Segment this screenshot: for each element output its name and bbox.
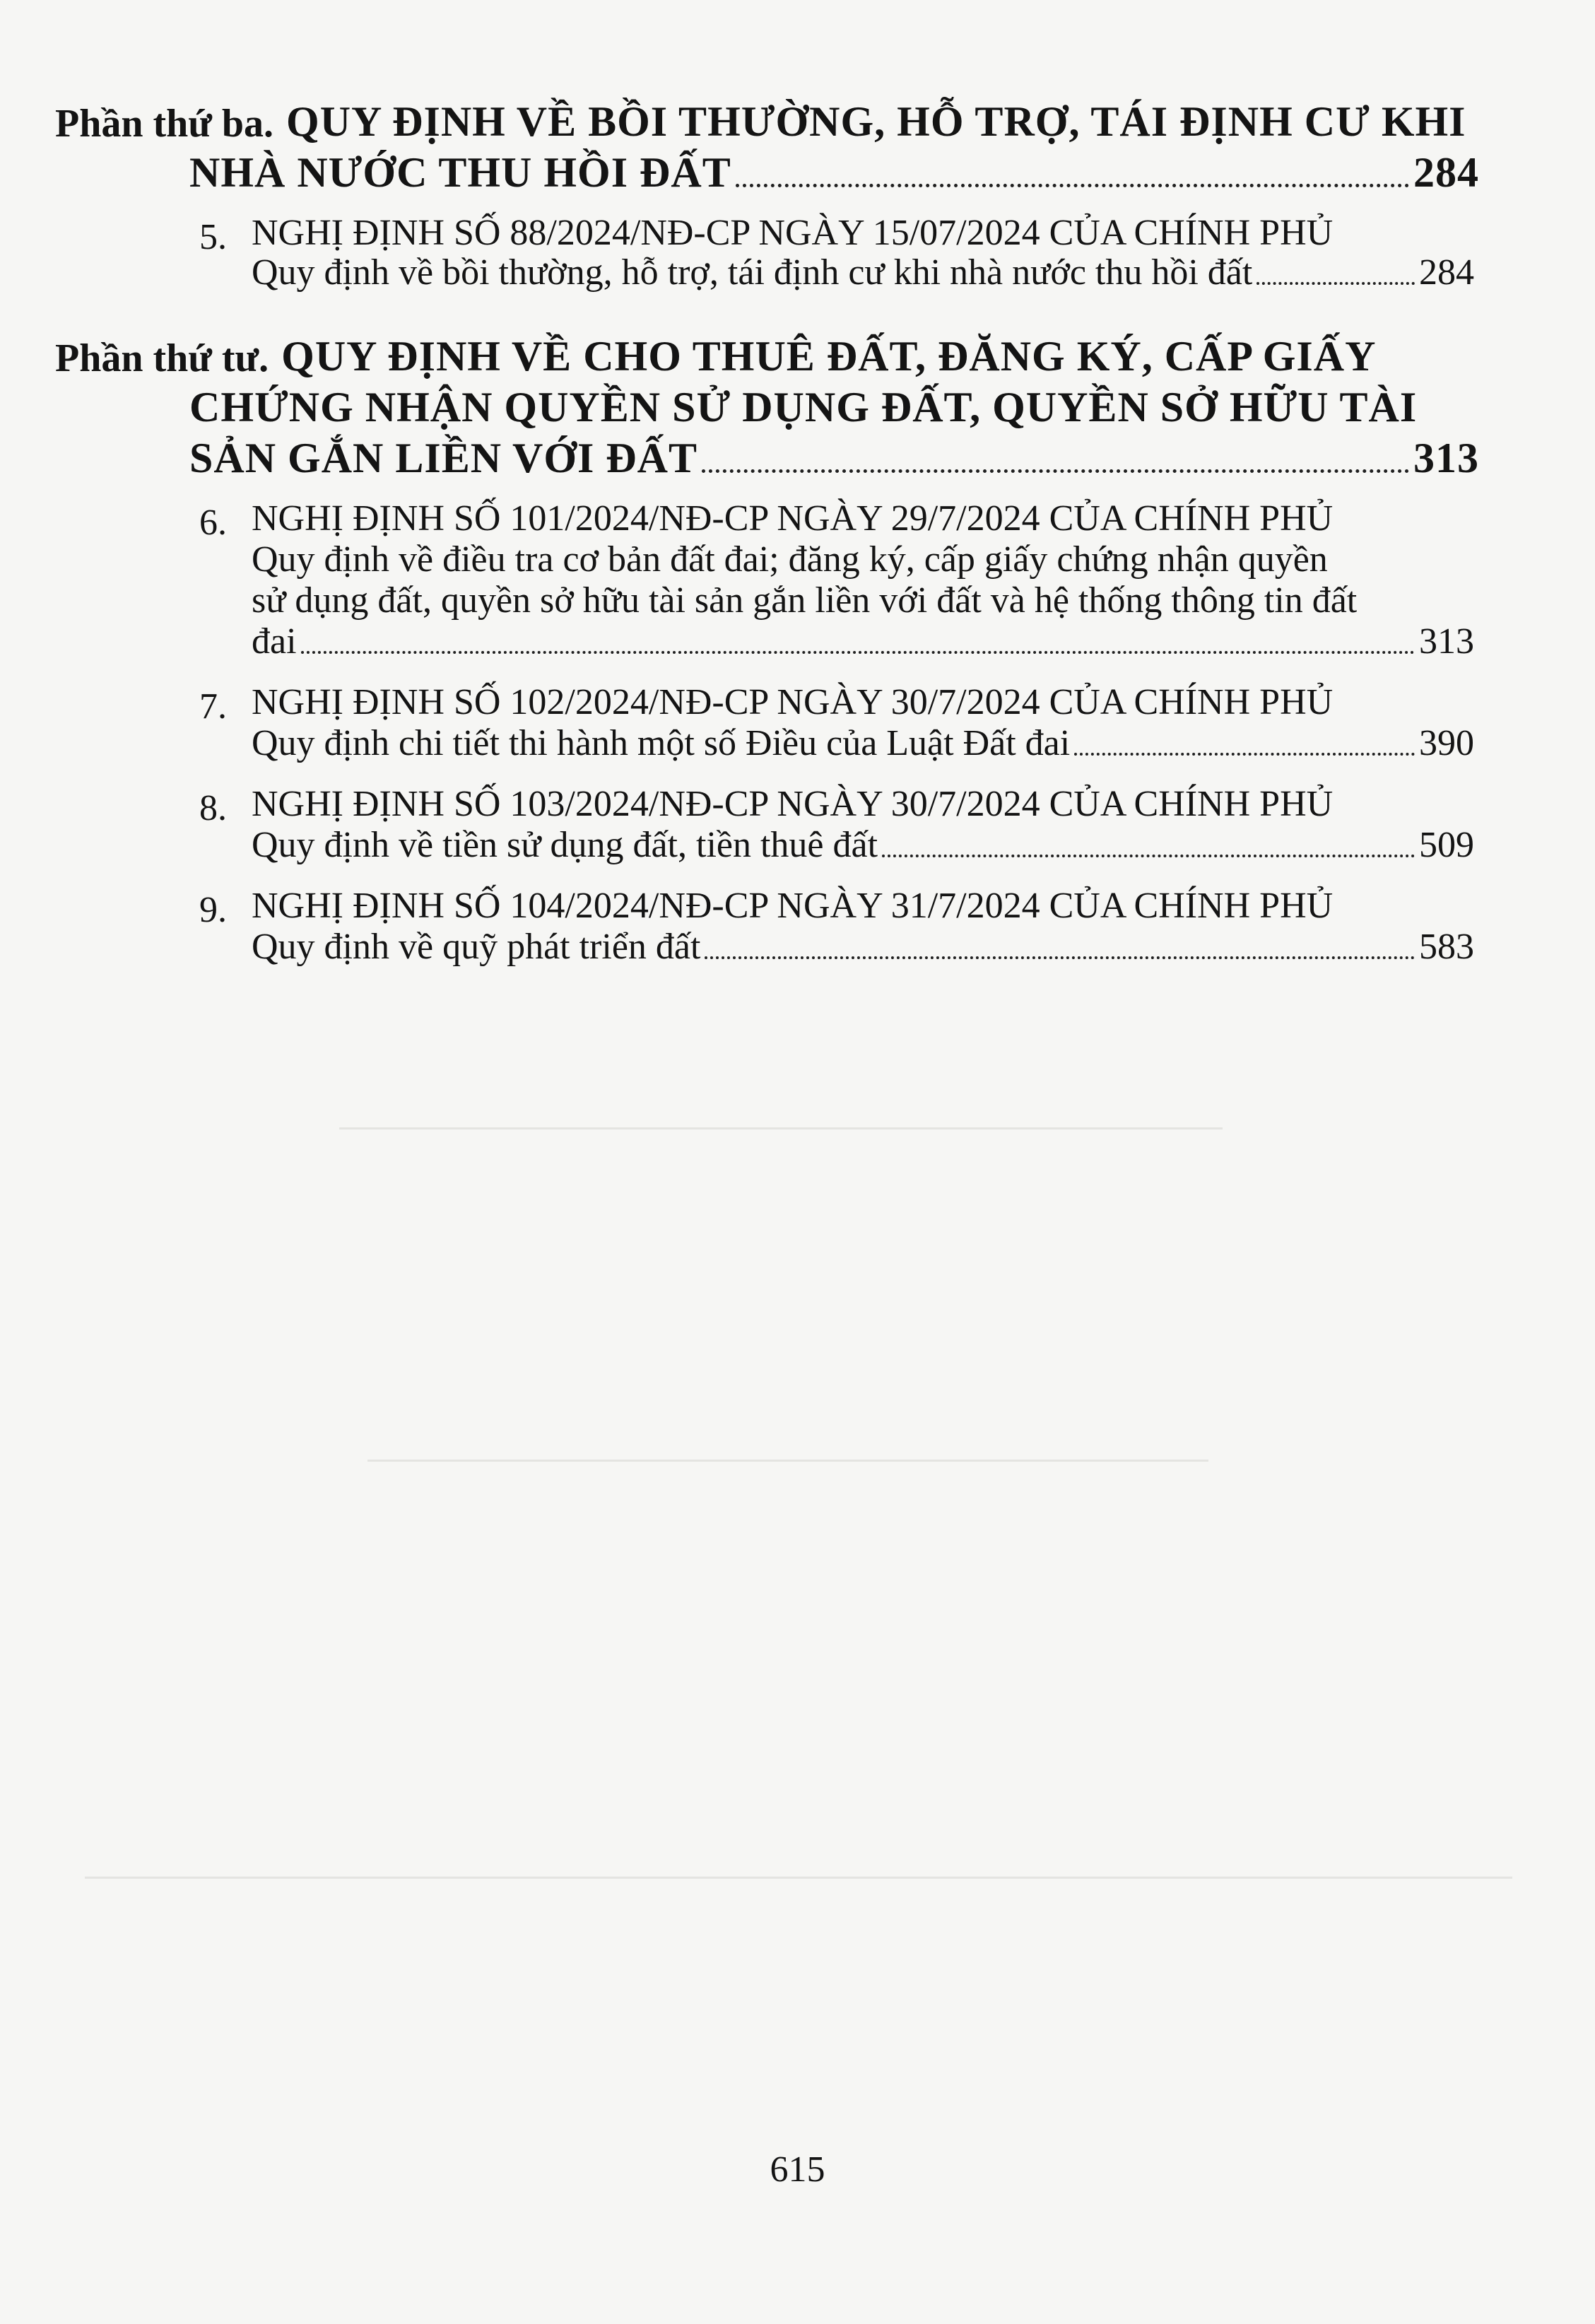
- item8-heading-text: NGHỊ ĐỊNH SỐ 103/2024/NĐ-CP NGÀY 30/7/2024 CỦA CHÍNH PHỦ: [252, 784, 1334, 824]
- item6-entry: [252, 621, 1474, 662]
- item5-number: 5.: [199, 217, 227, 257]
- item6-desc-line1: [252, 539, 1474, 580]
- part3-heading-line1: [55, 98, 1490, 146]
- bleed-through-rule: [85, 1877, 1512, 1879]
- item6-desc-line2: [252, 580, 1474, 621]
- item6-heading: [252, 498, 1467, 539]
- item6-desc-line3-text: đai: [252, 621, 297, 662]
- item8-number: 8.: [199, 788, 227, 828]
- part4-page: 313: [1413, 435, 1479, 481]
- item7-heading: [252, 681, 1467, 723]
- item7-entry: [252, 722, 1474, 764]
- item9-heading-text: NGHỊ ĐỊNH SỐ 104/2024/NĐ-CP NGÀY 31/7/2024 CỦA CHÍNH PHỦ: [252, 886, 1334, 926]
- item5-heading-text: NGHỊ ĐỊNH SỐ 88/2024/NĐ-CP NGÀY 15/07/2024 CỦA CHÍNH PHỦ: [252, 213, 1334, 253]
- part3-heading-line2: [189, 148, 1479, 197]
- part4-heading-line1: [55, 332, 1476, 381]
- page-number: 615: [770, 2149, 825, 2190]
- item7-heading-text: NGHỊ ĐỊNH SỐ 102/2024/NĐ-CP NGÀY 30/7/2024 CỦA CHÍNH PHỦ: [252, 682, 1334, 722]
- item6-desc-line1-text: Quy định về điều tra cơ bản đất đai; đăng ký, cấp giấy chứng nhận quyền: [252, 539, 1328, 580]
- item5-heading: [252, 212, 1467, 254]
- item7-page: 390: [1419, 723, 1474, 763]
- item6-page: 313: [1419, 621, 1474, 662]
- part4-prefix: Phần thứ tư.: [55, 336, 269, 380]
- part3-title-line2: NHÀ NƯỚC THU HỒI ĐẤT: [189, 149, 731, 196]
- dot-leader: [702, 469, 1409, 473]
- item9-number: 9.: [199, 890, 227, 930]
- item5-page: 284: [1419, 252, 1474, 293]
- dot-leader: [301, 651, 1415, 654]
- item9-entry: [252, 926, 1474, 968]
- item8-desc: Quy định về tiền sử dụng đất, tiền thuê đất: [252, 825, 878, 865]
- item9-heading: [252, 885, 1467, 927]
- item5-desc: Quy định về bồi thường, hỗ trợ, tái định cư khi nhà nước thu hồi đất: [252, 252, 1253, 293]
- part4-title-line2: CHỨNG NHẬN QUYỀN SỬ DỤNG ĐẤT, QUYỀN SỞ HỮU TÀI: [189, 384, 1418, 430]
- dot-leader: [705, 956, 1415, 959]
- dot-leader: [736, 184, 1409, 187]
- item8-entry: [252, 824, 1474, 866]
- item7-desc: Quy định chi tiết thi hành một số Điều của Luật Đất đai: [252, 723, 1071, 763]
- part4-heading-line3: [189, 434, 1479, 483]
- dot-leader: [1074, 753, 1415, 756]
- item7-number: 7.: [199, 686, 227, 727]
- part3-prefix: Phần thứ ba.: [55, 102, 274, 146]
- item5-entry: [252, 252, 1474, 293]
- bleed-through-rule: [339, 1127, 1223, 1129]
- dot-leader: [1256, 282, 1415, 285]
- item8-page: 509: [1419, 825, 1474, 865]
- item8-heading: [252, 783, 1467, 825]
- part3-page: 284: [1413, 149, 1479, 196]
- bleed-through-rule: [367, 1460, 1208, 1462]
- item6-heading-text: NGHỊ ĐỊNH SỐ 101/2024/NĐ-CP NGÀY 29/7/2024 CỦA CHÍNH PHỦ: [252, 498, 1334, 539]
- item6-desc-line2-text: sử dụng đất, quyền sở hữu tài sản gắn liền với đất và hệ thống thông tin đất: [252, 580, 1358, 621]
- part4-title-line1: QUY ĐỊNH VỀ CHO THUÊ ĐẤT, ĐĂNG KÝ, CẤP GIẤY: [281, 333, 1377, 380]
- part3-title-line1: QUY ĐỊNH VỀ BỒI THƯỜNG, HỖ TRỢ, TÁI ĐỊNH CƯ KHI: [286, 98, 1466, 145]
- part4-title-line3: SẢN GẮN LIỀN VỚI ĐẤT: [189, 435, 698, 481]
- item9-page: 583: [1419, 927, 1474, 967]
- part4-heading-line2: [189, 383, 1483, 432]
- item6-number: 6.: [199, 503, 227, 543]
- item9-desc: Quy định về quỹ phát triển đất: [252, 927, 701, 967]
- dot-leader: [882, 855, 1415, 857]
